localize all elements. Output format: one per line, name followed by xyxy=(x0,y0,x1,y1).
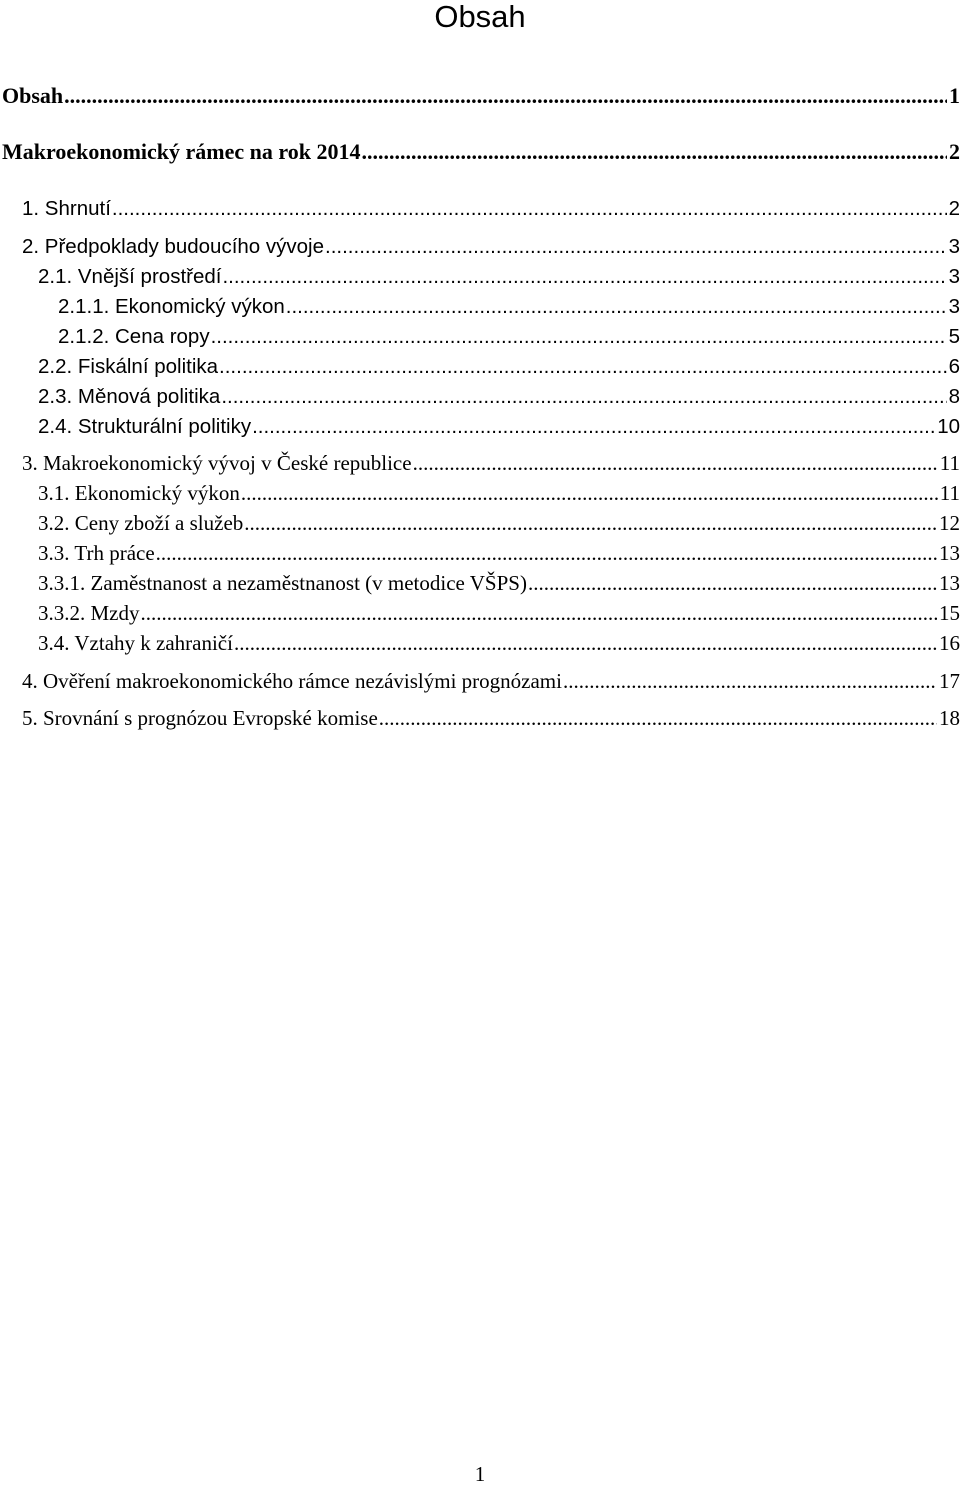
toc-entry-2-predpoklady[interactable] xyxy=(22,233,960,261)
toc-dot-leader xyxy=(362,138,948,166)
toc-entry-3-3-2-mzdy[interactable] xyxy=(38,600,960,628)
toc-dot-leader xyxy=(156,540,937,567)
toc-entry-label: 3.3.1. Zaměstnanost a nezaměstnanost (v metodice VŠPS) xyxy=(38,571,527,595)
toc-dot-leader xyxy=(286,293,947,320)
page-title: Obsah xyxy=(434,0,526,34)
toc-entry-page: 2 xyxy=(948,197,960,220)
toc-entry-3-1-ekonomicky-vykon[interactable] xyxy=(38,480,960,508)
toc-entry-page: 10 xyxy=(937,415,960,438)
toc-entry-page: 12 xyxy=(939,511,960,535)
toc-entry-label: 2.4. Strukturální politiky xyxy=(38,415,252,438)
toc-entry-page: 13 xyxy=(939,571,960,595)
toc-dot-leader xyxy=(219,353,947,380)
toc-entry-label: 1. Shrnutí xyxy=(22,197,111,220)
toc-entry-label: 2.2. Fiskální politika xyxy=(38,355,219,378)
toc-entry-2-2-fiskalni-politika[interactable] xyxy=(38,353,960,381)
toc-dot-leader xyxy=(241,480,938,507)
toc-entry-page: 17 xyxy=(939,669,960,693)
page-number: 1 xyxy=(474,1462,486,1486)
toc-entry-label: 3.4. Vztahy k zahraničí xyxy=(38,631,233,655)
toc-entry-2-3-menova-politika[interactable] xyxy=(38,383,960,411)
toc-entry-label: 3.3. Trh práce xyxy=(38,541,155,565)
toc-entry-5-srovnani[interactable] xyxy=(22,705,960,733)
toc-entry-page: 1 xyxy=(949,83,960,108)
toc-entry-page: 5 xyxy=(948,325,960,348)
toc-dot-leader xyxy=(413,450,938,477)
toc-entry-page: 3 xyxy=(948,235,960,258)
toc-dot-leader xyxy=(234,630,937,657)
toc-entry-label: 5. Srovnání s prognózou Evropské komise xyxy=(22,706,378,730)
toc-entry-label: 4. Ověření makroekonomického rámce nezávislými prognózami xyxy=(22,669,562,693)
toc-entry-2-4-strukturalni-politiky[interactable] xyxy=(38,413,960,441)
toc-entry-page: 11 xyxy=(939,451,960,475)
toc-entry-label: 2.1.1. Ekonomický výkon xyxy=(58,295,285,318)
toc-dot-leader xyxy=(211,323,947,350)
toc-entry-page: 11 xyxy=(939,481,960,505)
toc-entry-label: 2.1.2. Cena ropy xyxy=(58,325,210,348)
toc-entry-label: Obsah xyxy=(2,83,64,108)
toc-entry-page: 3 xyxy=(948,295,960,318)
toc-entry-page: 16 xyxy=(939,631,960,655)
toc-entry-label: 3.1. Ekonomický výkon xyxy=(38,481,240,505)
toc-dot-leader xyxy=(325,233,947,260)
toc-entry-label: Makroekonomický rámec na rok 2014 xyxy=(2,139,361,164)
toc-entry-1-shrnuti[interactable] xyxy=(22,195,960,223)
toc-entry-2-1-vnejsi-prostredi[interactable] xyxy=(38,263,960,291)
toc-dot-leader xyxy=(244,510,937,537)
toc-entry-3-2-ceny-zbozi[interactable] xyxy=(38,510,960,538)
toc-dot-leader xyxy=(528,570,937,597)
toc-entry-label: 2.3. Měnová politika xyxy=(38,385,221,408)
toc-dot-leader xyxy=(563,668,937,695)
toc-entry-obsah[interactable] xyxy=(2,82,960,110)
toc-entry-label: 3.2. Ceny zboží a služeb xyxy=(38,511,244,535)
toc-dot-leader xyxy=(64,82,947,110)
toc-entry-page: 15 xyxy=(939,601,960,625)
toc-entry-page: 6 xyxy=(948,355,960,378)
toc-entry-page: 8 xyxy=(948,385,960,408)
toc-dot-leader xyxy=(379,705,937,732)
toc-entry-3-3-1-zamestnanost[interactable] xyxy=(38,570,960,598)
toc-entry-makroekonomicky-ramec[interactable] xyxy=(2,138,960,166)
toc-entry-page: 2 xyxy=(949,139,960,164)
toc-entry-3-makroekonomicky-vyvoj[interactable] xyxy=(22,450,960,478)
toc-entry-page: 3 xyxy=(948,265,960,288)
toc-entry-2-1-1-ekonomicky-vykon[interactable] xyxy=(58,293,960,321)
toc-dot-leader xyxy=(141,600,938,627)
toc-entry-page: 18 xyxy=(939,706,960,730)
toc-entry-label: 2. Předpoklady budoucího vývoje xyxy=(22,235,325,258)
toc-entry-label: 3. Makroekonomický vývoj v České republice xyxy=(22,451,412,475)
toc-entry-label: 3.3.2. Mzdy xyxy=(38,601,140,625)
toc-dot-leader xyxy=(112,195,947,222)
toc-dot-leader xyxy=(252,413,935,440)
toc-entry-3-4-vztahy-k-zahranici[interactable] xyxy=(38,630,960,658)
toc-dot-leader xyxy=(222,263,946,290)
toc-entry-label: 2.1. Vnější prostředí xyxy=(38,265,222,288)
toc-entry-2-1-2-cena-ropy[interactable] xyxy=(58,323,960,351)
toc-entry-page: 13 xyxy=(939,541,960,565)
toc-dot-leader xyxy=(221,383,946,410)
toc-entry-4-overeni[interactable] xyxy=(22,668,960,696)
toc-entry-3-3-trh-prace[interactable] xyxy=(38,540,960,568)
